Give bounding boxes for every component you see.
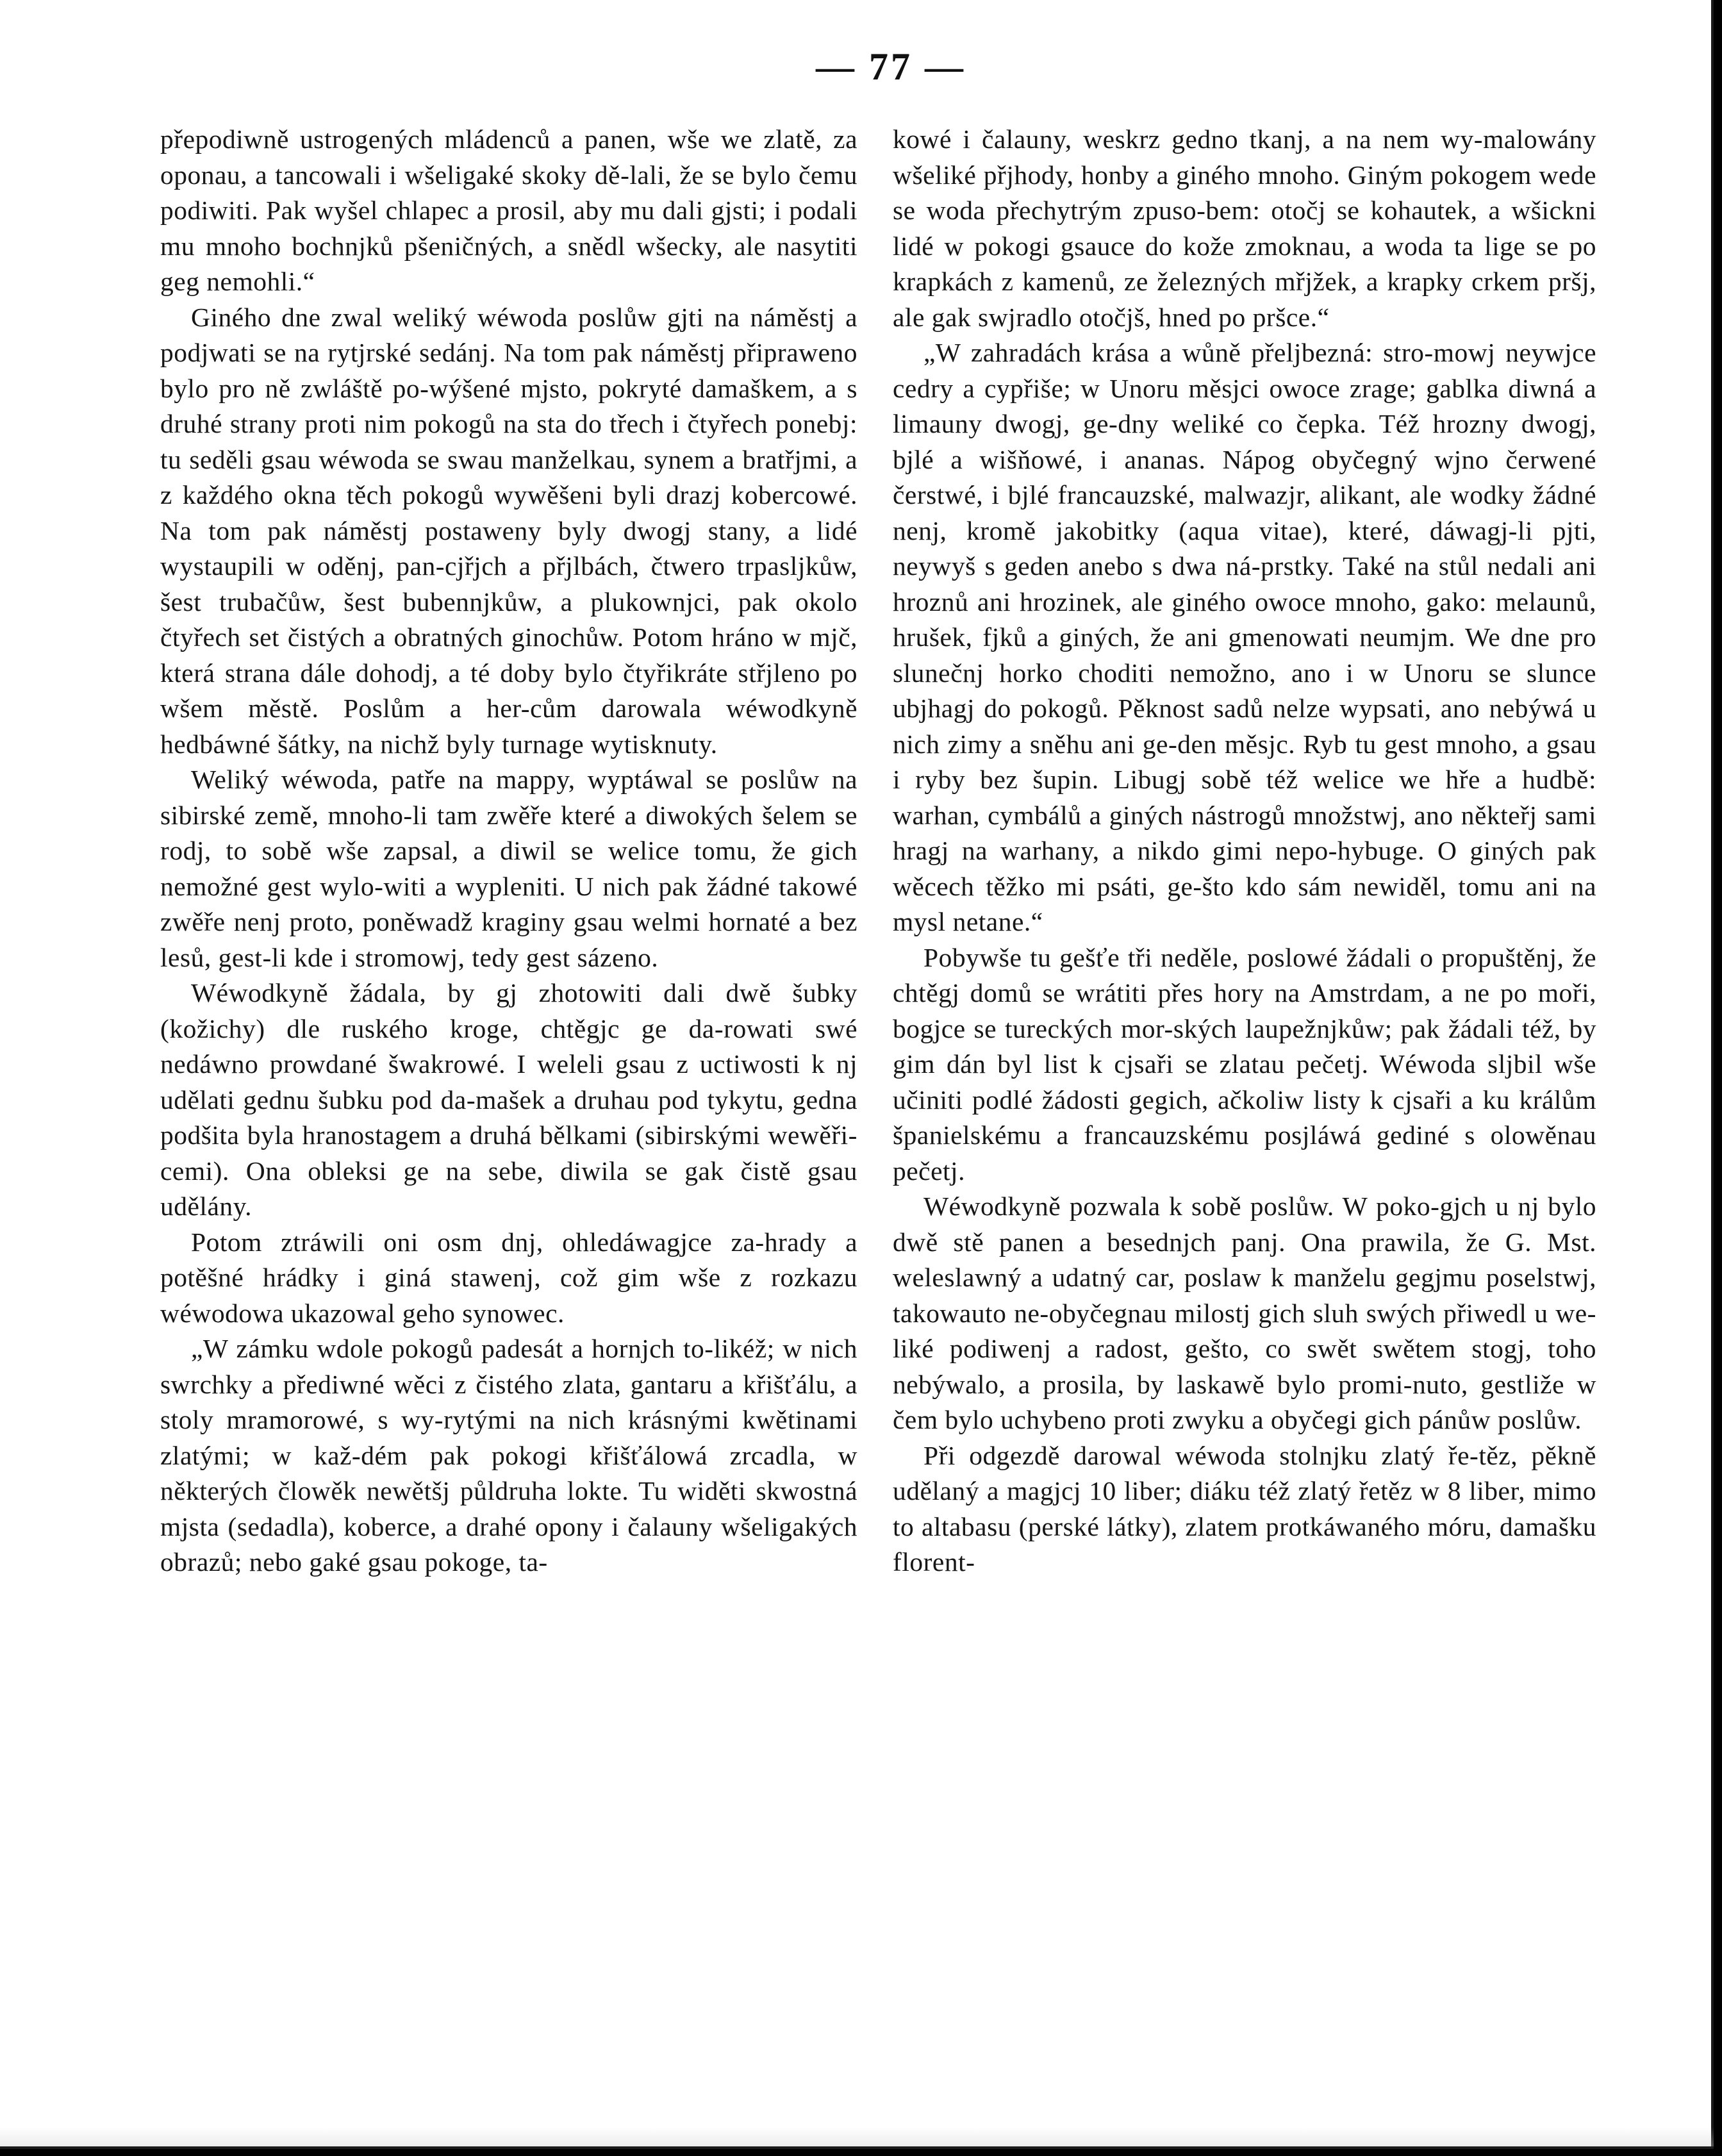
paragraph: kowé i čalauny, weskrz gedno tkanj, a na nem wy-malowány wšeliké přjhody, honby a giného mnoho. Giným pokogem wede se woda přechytrým zpuso-bem: otočj se kohautek, a wšickni lidé w pokogi gsauce do kože zmoknau, a woda ta lige se po krapkách z kamenů, ze železných mřjžek, a krapky crkem pršj, ale gak swjradlo otočjš, hned po pršce.“ — [893, 124, 1596, 332]
paragraph: „W zámku wdole pokogů padesát a hornjch to-likéž; w nich swrchky a přediwné wěci z čistého zlata, gantaru a křišťálu, a stoly mramorowé, s wy-rytými na nich krásnými kwětinami zlatými; w kaž-dém pak pokogi křišťálowá zrcadla, w některých člowěk newětšj půldruha lokte. Tu widěti skwostná mjsta (sedadla), koberce, a drahé opony i čalauny wšeligakých obrazů; nebo gaké gsau pokoge, ta- — [160, 1334, 857, 1577]
paragraph: Giného dne zwal weliký wéwoda poslůw gjti na náměstj a podjwati se na rytjrské sedánj. Na tom pak náměstj připraweno bylo pro ně zwláště po-wýšené mjsto, pokryté damaškem, a s druhé strany proti nim pokogů na sta do třech i čtyřech ponebj: tu seděli gsau wéwoda se swau manželkau, synem a bratřjmi, a z každého okna těch pokogů wywěšeni byli drazj kobercowé. Na tom pak náměstj postaweny byly dwogj stany, a lidé wystaupili w oděnj, pan-cjřjch a přjlbách, čtwero trpaslјkůw, šest trubačůw, šest bubennjkůw, a plukownjci, pak okolo čtyřech set čistých a obratných ginochůw. Potom hráno w mjč, která strana dále dohodj, a té doby bylo čtyřikráte střjleno po wšem městě. Poslům a her-cům darowala wéwodkyně hedbáwné šátky, na nichž byly turnage wytisknuty. — [160, 302, 857, 759]
paragraph: přepodiwně ustrogených mládenců a panen, wše we zlatě, za oponau, a tancowali i wšeligaké skoky dě-lali, že se bylo čemu podiwiti. Pak wyšel chlapec a prosil, aby mu dali gjsti; i podali mu mnoho bochnjků pšeničných, a snědl wšecky, ale nasytiti geg nemohli.“ — [160, 124, 857, 296]
page-edge-shadow — [0, 2127, 1714, 2146]
paragraph: Potom ztráwili oni osm dnj, ohledáwagjce za-hrady a potěšné hrádky i giná stawenj, což gim wše z rozkazu wéwodowa ukazowal geho synowec. — [160, 1227, 857, 1328]
right-text-column — [893, 122, 1596, 1580]
paragraph: Wéwodkyně žádala, by gj zhotowiti dali dwě šubky (kožichy) dle ruského kroge, chtěgjc ge da-rowati swé nedáwno prowdané šwakrowé. I weleli gsau z uctiwosti k nj udělati gednu šubku pod da-mašek a druhau pod tykytu, gedna podšita byla hranostagem a druhá bělkami (sibirskými wewěři-cemi). Ona obleksi ge na sebe, diwila se gak čistě gsau udělány. — [160, 978, 857, 1221]
paragraph: Wéwodkyně pozwala k sobě poslůw. W poko-gjch u nj bylo dwě stě panen a besednjch panj. Ona prawila, že G. Mst. weleslawný a udatný car, poslaw k manželu gegjmu poselstwj, takowauto ne-obyčegnau milostj gich sluh swých přiwedl u we-liké podiwenj a radost, gešto, co swět swětem stogj, toho nebýwalo, a prosila, by laskawě bylo promi-nuto, gestliže w čem bylo uchybeno proti zwyku a obyčegi gich pánůw poslůw. — [893, 1191, 1596, 1434]
paragraph: Pobywše tu gešťe tři neděle, poslowé žádali o propuštěnj, že chtěgj domů se wrátiti přes hory na Amstrdam, a ne po moři, bogjce se tureckých mor-ských laupežnjkůw; pak žádali též, by gim dán byl list k cjsaři se zlatau pečetj. Wéwoda sljbil wše učiniti podlé žádosti gegich, ačkoliw listy k cjsaři a ku králům španielskému a francauzskému posjláwá gediné s olowěnau pečetj. — [893, 942, 1596, 1186]
paragraph: Weliký wéwoda, patře na mappy, wyptáwal se poslůw na sibirské země, mnoho-li tam zwěře které a diwokých šelem se rodj, to sobě wše zapsal, a diwil se welice tomu, že gich nemožné gest wylo-witi a wypleniti. U nich pak žádné takowé zwěře nenj proto, poněwadž kraginy gsau welmi hornaté a bez lesů, gest-li kde i stromowj, tedy gest sázeno. — [160, 765, 857, 972]
page-number: — 77 — — [816, 46, 966, 88]
left-text-column — [160, 122, 857, 1580]
paragraph: „W zahradách krása a wůně přeljbezná: stro-mowj neywjce cedry a cypřiše; w Unoru měsjci owoce zrage; gablka diwná a limauny dwogj, ge-dny weliké co čepka. Též hrozny dwogj, bjlé a wišňowé, i ananas. Nápog obyčegný wjno čerwené čerstwé, i bjlé francauzské, malwazjr, alikant, ale wodky žádné nenj, kromě jakobitky (aqua vitae), které, dáwagj-li pjti, neywyš s geden anebo s dwa ná-prstky. Také na stůl nedali ani hroznů ani hrozinek, ale giného owoce mnoho, gako: melaunů, hrušek, fjků a giných, že ani gmenowati neumjm. We dne pro slunečnj horko choditi nemožno, ano i w Unoru se slunce ubjhagj do pokogů. Pěknost sadů nelze wypsati, ano nebýwá u nich zimy a sněhu ani ge-den měsjc. Ryb tu gest mnoho, a gsau i ryby bez šupin. Libugj sobě též welice we hře a hudbě: warhan, cymbálů a giných nástrogů množstwj, ano někteřj sami hragj na warhany, a nikdo gimi nepo-hybuge. O giných pak wěcech těžko mi psáti, ge-što kdo sám newiděl, tomu ani na mysl netane.“ — [893, 338, 1596, 936]
paragraph: Při odgezdě darowal wéwoda stolnjku zlatý ře-těz, pěkně udělaný a magjcj 10 liber; diáku též zlatý řetěz w 8 liber, mimo to altabasu (perské látky), zlatem protkáwaného móru, damašku florent- — [893, 1440, 1596, 1577]
